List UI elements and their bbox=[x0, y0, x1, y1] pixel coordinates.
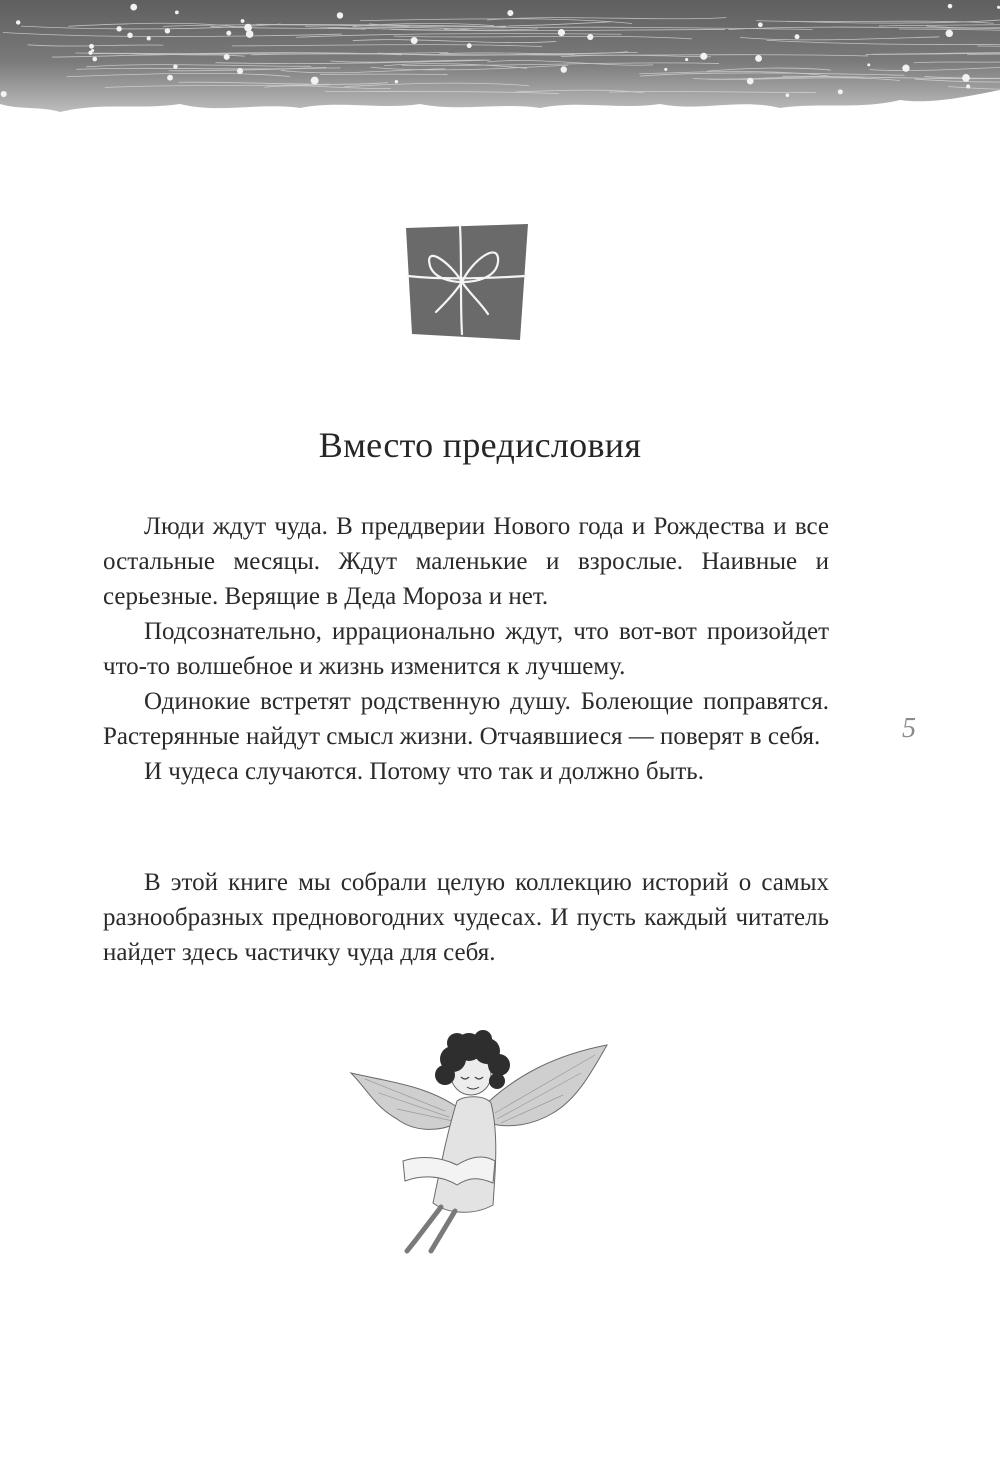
angel-with-book-illustration bbox=[345, 1015, 615, 1265]
preface-paragraph: Одинокие встретят родственную душу. Болеющие поправятся. Растерянные найдут смысл жизни. Отчаявшиеся — поверят в себя. bbox=[103, 688, 829, 750]
gift-box-icon bbox=[402, 222, 532, 344]
collection-text-block bbox=[103, 865, 829, 970]
collection-paragraph: В этой книге мы собрали целую коллекцию историй о самых разнообразных предновогодних чудесах. И пусть каждый читатель найдет здесь частичку чуда для себя. bbox=[103, 869, 829, 966]
chapter-title: Вместо предисловия bbox=[318, 425, 642, 465]
page-number: 5 bbox=[902, 713, 916, 744]
preface-paragraph: И чудеса случаются. Потому что так и должно быть. bbox=[144, 758, 704, 785]
snowy-night-banner bbox=[0, 0, 1000, 125]
preface-text-block bbox=[103, 509, 829, 789]
preface-paragraph: Подсознательно, иррационально ждут, что вот-вот произойдет что-то волшебное и жизнь изменится к лучшему. bbox=[103, 618, 829, 680]
preface-paragraph: Люди ждут чуда. В преддверии Нового года и Рождества и все остальные месяцы. Ждут маленькие и взрослые. Наивные и серьезные. Верящие в Деда Мороза и нет. bbox=[103, 513, 829, 610]
